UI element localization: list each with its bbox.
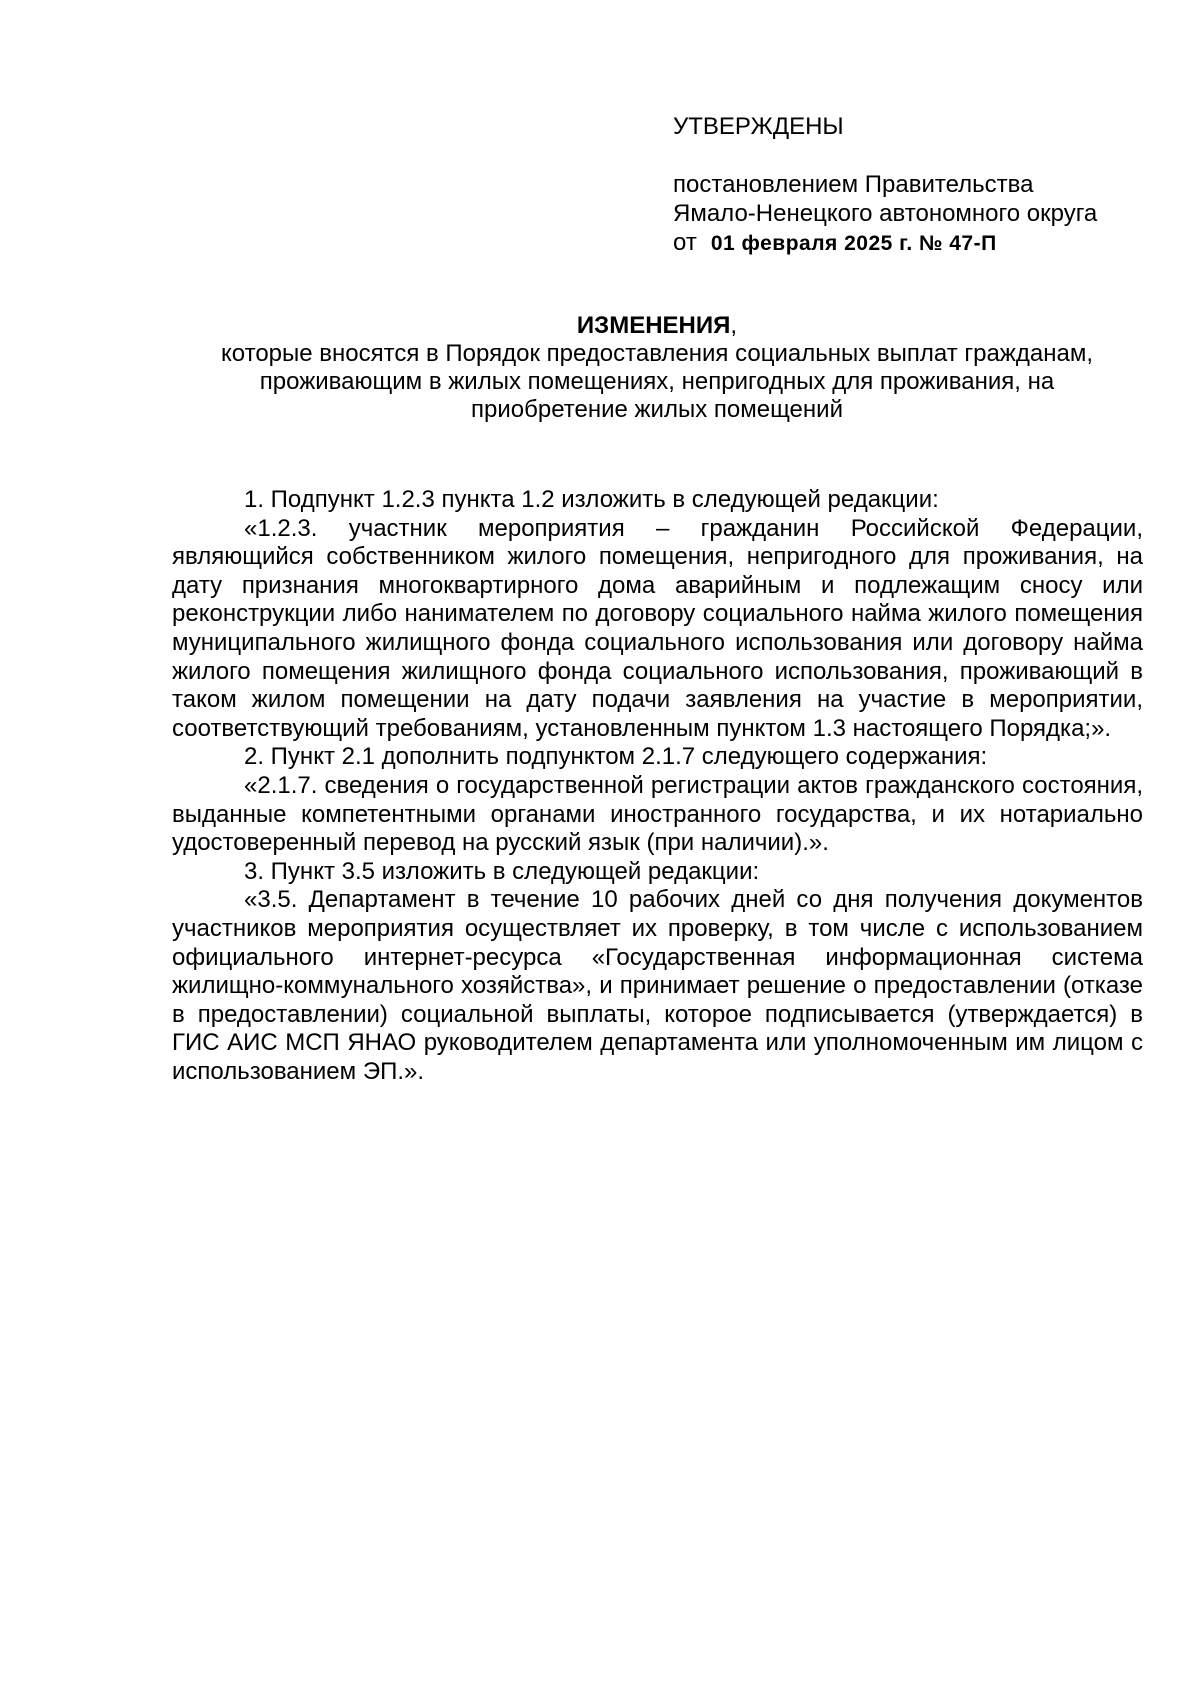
document-body [172,486,1143,1086]
paragraph-item-3: 3. Пункт 3.5 изложить в следующей редакции: [244,857,760,885]
approval-stamp [673,112,1173,258]
approval-line-1: постановлением Правительства [673,171,1034,198]
approval-gap [673,141,1173,170]
document-subtitle-line-2: проживающим в жилых помещениях, непригодных для проживания, на [259,368,1055,395]
document-title-suffix: , [730,312,738,339]
document-subtitle-line-1: которые вносятся в Порядок предоставления социальных выплат гражданам, [221,340,1093,367]
document-title-line [172,312,1142,340]
approval-date-line [673,228,1173,258]
paragraph-item-2-text: «2.1.7. сведения о государственной регистрации актов гражданского состояния, выданные компетентными органами иностранного государства, и их нотариально удостоверенный перевод на русский язык (при наличии).». [172,771,1143,857]
paragraph-item-3-text: «3.5. Департамент в течение 10 рабочих дней со дня получения документов участников мероприятия осуществляет их проверку, в том числе с использованием официального интернет-ресурса «Государственная информационная система жилищно-коммунального хозяйства», и принимает решение о предоставлении (отказе в предоставлении) социальной выплаты, которое подписывается (утверждается) в ГИС АИС МСП ЯНАО руководителем департамента или уполномоченным им лицом с использованием ЭП.». [172,886,1143,1085]
document-title: ИЗМЕНЕНИЯ [576,312,731,339]
approval-date-prefix: от [673,229,697,256]
paragraph-item-1-text: «1.2.3. участник мероприятия – гражданин Российской Федерации, являющийся собственником жилого помещения, непригодного для проживания, на дату признания многоквартирного дома аварийным и подлежащим сносу или реконструкции либо нанимателем по договору социального найма жилого помещения муниципального жилищного фонда социального использования или договору найма жилого помещения жилищного фонда социального использования, проживающий в таком жилом помещении на дату подачи заявления на участие в мероприятии, соответствующий требованиям, установленным пунктом 1.3 настоящего Порядка;». [172,514,1143,742]
paragraph-item-2: 2. Пункт 2.1 дополнить подпунктом 2.1.7 следующего содержания: [244,743,988,771]
approval-line-2: Ямало-Ненецкого автономного округа [673,200,1098,227]
document-subtitle-line-3: приобретение жилых помещений [471,396,843,423]
approval-date-value: 01 февраля 2025 г. № 47-П [710,232,997,255]
paragraph-item-1: 1. Подпункт 1.2.3 пункта 1.2 изложить в следующей редакции: [244,486,939,513]
document-title-block [172,312,1142,424]
approval-heading: УТВЕРЖДЕНЫ [673,113,844,140]
